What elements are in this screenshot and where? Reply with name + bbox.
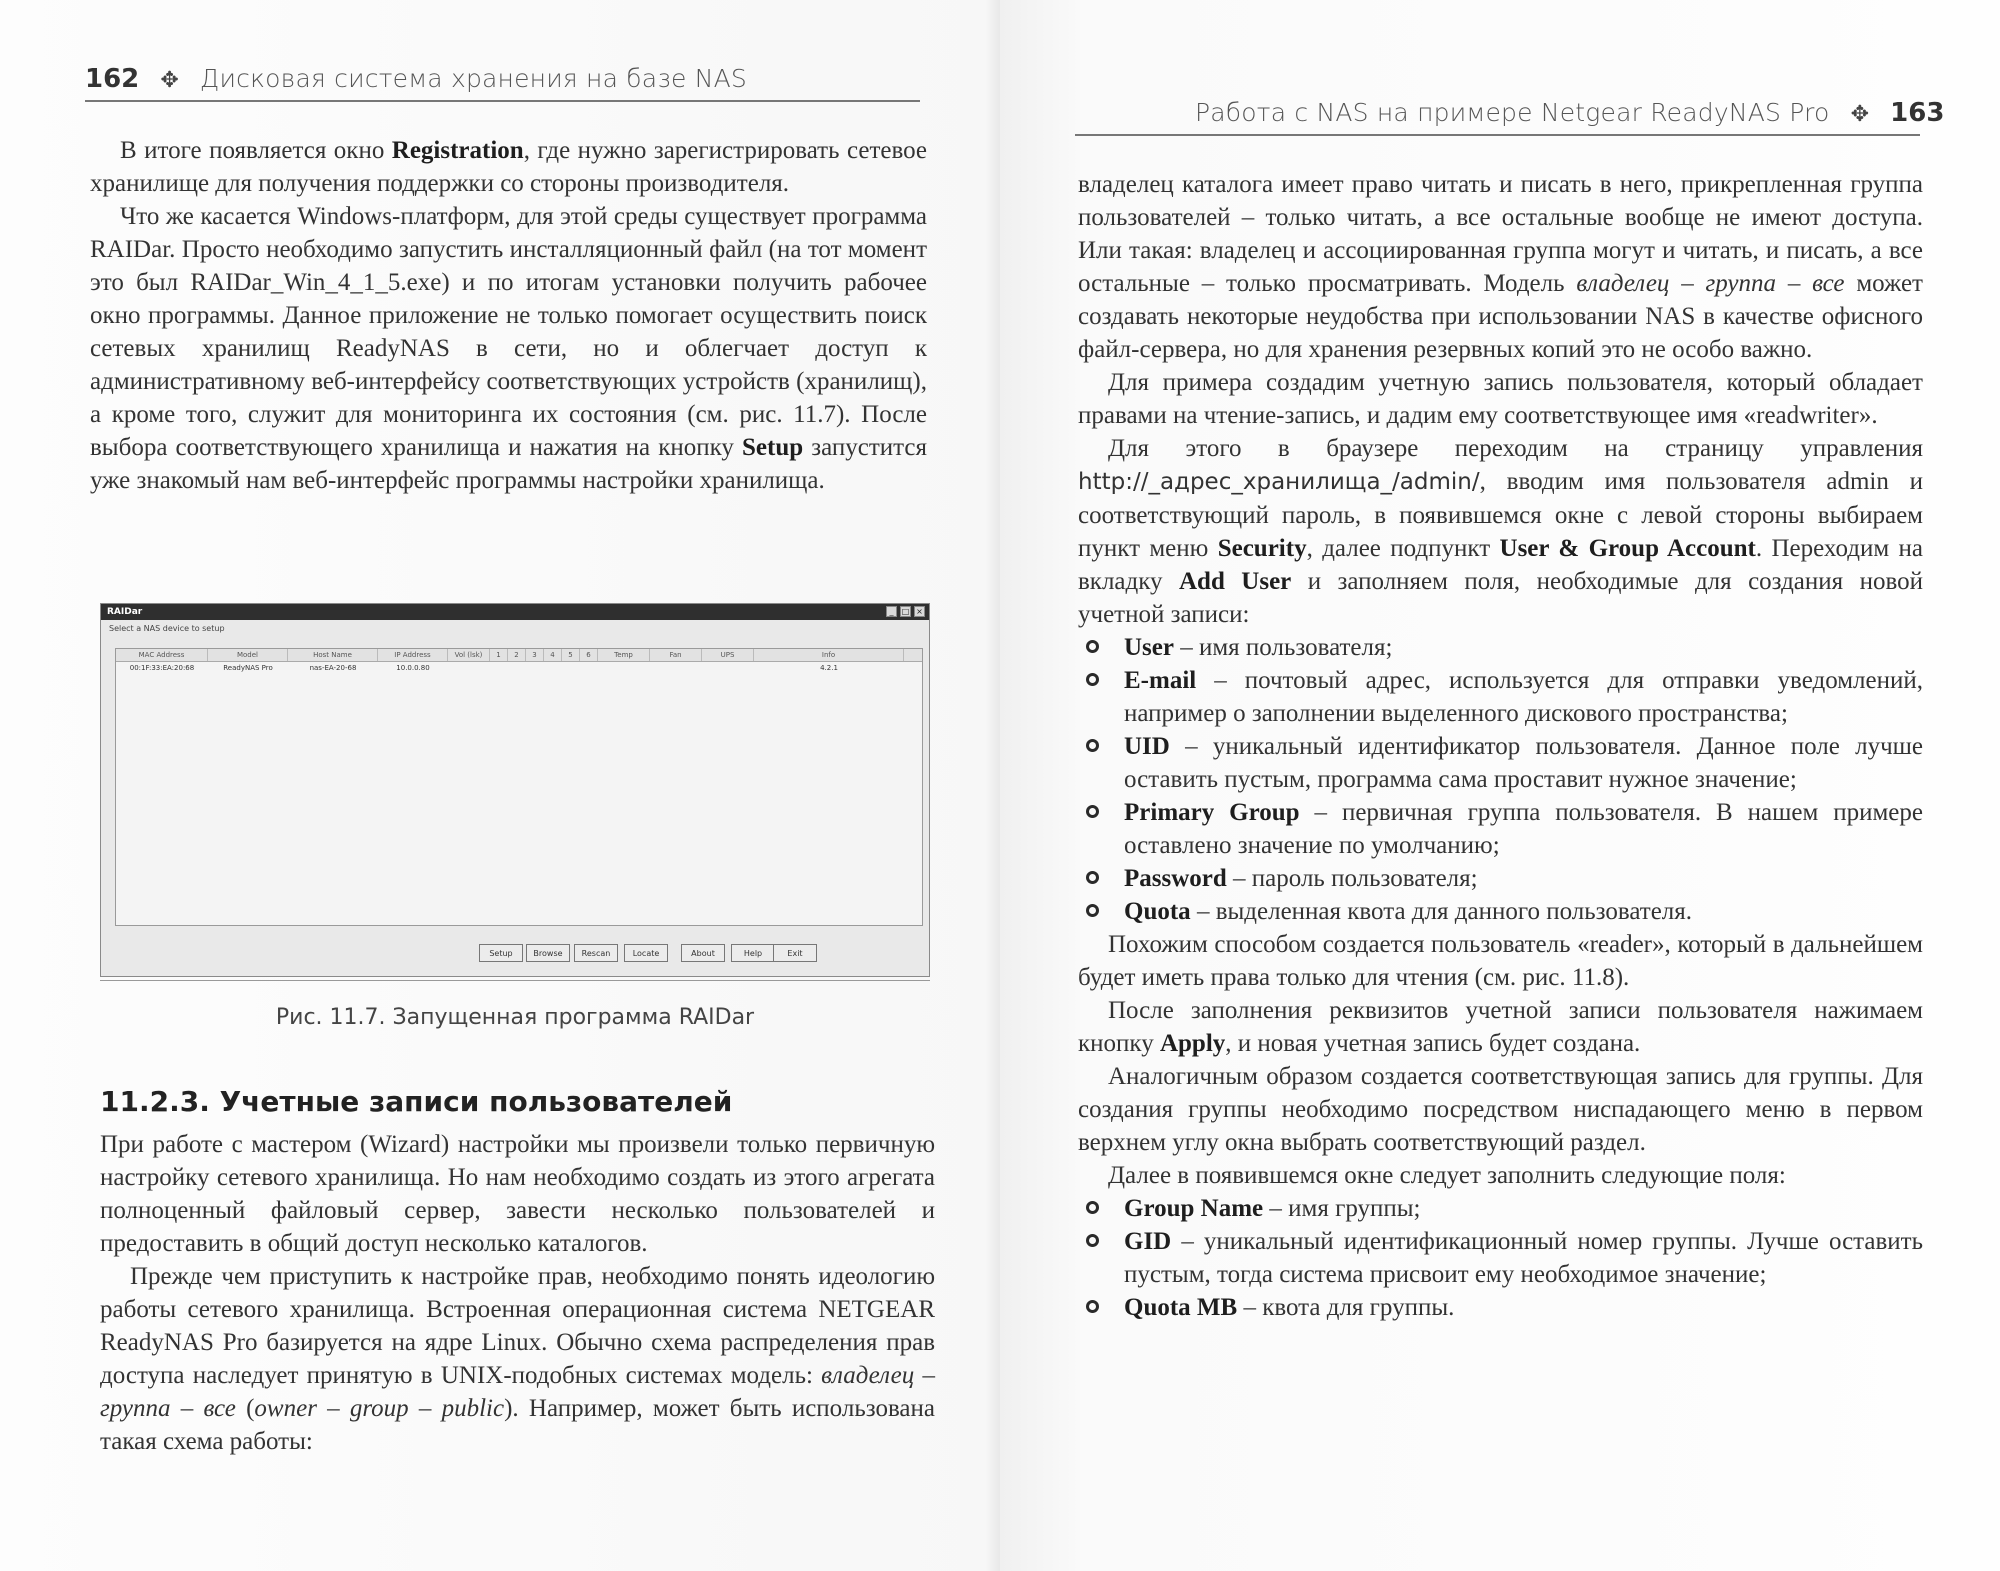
grid-cell xyxy=(702,662,754,674)
exit-button[interactable]: Exit xyxy=(773,944,817,962)
list-item: Primary Group – первичная группа пользователя. В нашем примере оставлено значение по умолчанию; xyxy=(1078,796,1923,862)
paragraph: Похожим способом создается пользователь «reader», который в дальнейшем будет иметь права только для чтения (см. рис. 11.8). xyxy=(1078,931,1923,991)
grid-column-header[interactable]: Model xyxy=(208,649,288,661)
grid-column-header[interactable]: Temp xyxy=(598,649,650,661)
right-running-title: Работа с NAS на примере Netgear ReadyNAS Pro xyxy=(1195,98,1830,127)
paragraph: владелец каталога имеет право читать и писать в него, прикрепленная группа пользователей – только читать, а все остальные вообще не имеют доступа. Или такая: владелец и ассоциированная группа могут и читать, и писать, а все остальные – только просматривать. Модель владелец – группа – все может создавать некоторые неудобства при использовании NAS в качестве офисного файл-сервера, но для хранения резервных копий это не особо важно. xyxy=(1078,171,1923,363)
left-running-head xyxy=(85,64,747,94)
grid-cell: 10.0.0.80 xyxy=(396,664,430,672)
paragraph: Аналогичным образом создается соответствующая запись для группы. Для создания группы необходимо посредством ниспадающего меню в первом верхнем углу окна выбрать соответствующий раздел. xyxy=(1078,1063,1923,1156)
grid-column-header[interactable]: MAC Address xyxy=(116,649,208,661)
grid-cell xyxy=(508,662,526,674)
grid-column-header[interactable]: Info xyxy=(754,649,904,661)
locate-button[interactable]: Locate xyxy=(624,944,668,962)
left-head-rule xyxy=(85,100,920,102)
raidar-screenshot xyxy=(100,603,930,977)
table-row xyxy=(116,662,922,674)
grid-cell xyxy=(580,662,598,674)
paragraph: Для этого в браузере переходим на страницу управления http://_адрес_хранилища_/admin/, вводим имя пользователя admin и соответствующий пароль, в появившемся окне с левой стороны выбираем пункт меню Security, далее подпункт User & Group Account. Переходим на вкладку Add User и заполняем поля, необходимые для создания новой учетной записи: xyxy=(1078,435,1923,628)
paragraph: После заполнения реквизитов учетной записи пользователя нажимаем кнопку Apply, и новая учетная запись будет создана. xyxy=(1078,997,1923,1057)
grid-column-header[interactable]: 1 xyxy=(490,649,508,661)
right-page-number: 163 xyxy=(1890,98,1945,128)
paragraph: При работе с мастером (Wizard) настройки мы произвели только первичную настройку сетевого хранилища. Но нам необходимо создать из этого агрегата полноценный файловый сервер, завести несколько пользователей и предоставить в общий доступ несколько каталогов. xyxy=(100,1131,935,1257)
grid-cell xyxy=(448,662,490,674)
paragraph: В итоге появляется окно Registration, где нужно зарегистрировать сетевое хранилище для получения поддержки со стороны производителя. xyxy=(90,137,927,197)
grid-cell: nas-EA-20-68 xyxy=(309,664,357,672)
grid-column-header[interactable]: 5 xyxy=(562,649,580,661)
list-item: UID – уникальный идентификатор пользователя. Данное поле лучше оставить пустым, программа сама проставит нужное значение; xyxy=(1078,730,1923,796)
grid-column-header[interactable]: UPS xyxy=(702,649,754,661)
left-body-bottom xyxy=(100,1128,935,1458)
figure-rule xyxy=(100,980,930,981)
right-head-rule xyxy=(1075,134,1920,136)
grid-cell: ReadyNAS Pro xyxy=(223,664,273,672)
grid-column-header[interactable]: 4 xyxy=(544,649,562,661)
maximize-icon: □ xyxy=(901,607,910,616)
raidar-titlebar: RAIDar _ □ × xyxy=(101,604,929,620)
left-ornament-icon: ✥ xyxy=(160,68,179,93)
grid-cell xyxy=(562,662,580,674)
group-fields-list xyxy=(1078,1192,1923,1324)
grid-cell xyxy=(650,662,702,674)
figure-caption: Рис. 11.7. Запущенная программа RAIDar xyxy=(275,1005,755,1030)
about-button[interactable]: About xyxy=(681,944,725,962)
grid-header xyxy=(116,649,922,662)
paragraph: Для примера создадим учетную запись пользователя, который обладает правами на чтение-запись, и дадим ему соответствующее имя «readwriter». xyxy=(1078,369,1923,429)
close-icon: × xyxy=(914,606,925,617)
right-body xyxy=(1078,168,1923,1324)
right-ornament-icon: ✥ xyxy=(1850,102,1870,127)
list-item: Group Name – имя группы; xyxy=(1078,1192,1923,1225)
paragraph: Прежде чем приступить к настройке прав, необходимо понять идеологию работы сетевого хранилища. Встроенная операционная система NETGEAR ReadyNAS Pro базируется на ядре Linux. Обычно схема распределения прав доступа наследует принятую в UNIX-подобных системах модель: владелец – группа – все (owner – group – public). Например, может быть использована такая схема работы: xyxy=(100,1263,936,1455)
list-item: Quota – выделенная квота для данного пользователя. xyxy=(1078,895,1923,928)
grid-column-header[interactable]: Host Name xyxy=(288,649,378,661)
help-button[interactable]: Help xyxy=(731,944,775,962)
grid-column-header[interactable]: Vol (lsk) xyxy=(448,649,490,661)
list-item: E-mail – почтовый адрес, используется для отправки уведомлений, например о заполнении выделенного дискового пространства; xyxy=(1078,664,1923,730)
right-page xyxy=(1000,0,2000,1571)
grid-cell: 4.2.1 xyxy=(820,664,838,672)
browse-button[interactable]: Browse xyxy=(526,944,570,962)
grid-column-header[interactable]: 3 xyxy=(526,649,544,661)
section-heading: 11.2.3. Учетные записи пользователей xyxy=(100,1085,733,1118)
setup-button[interactable]: Setup xyxy=(479,944,523,962)
list-item: GID – уникальный идентификационный номер группы. Лучше оставить пустым, тогда система присвоит ему необходимое значение; xyxy=(1078,1225,1923,1291)
right-running-head xyxy=(1195,98,1944,128)
raidar-button-bar xyxy=(101,944,929,964)
raidar-device-grid xyxy=(115,648,923,926)
grid-column-header[interactable]: 6 xyxy=(580,649,598,661)
paragraph: Далее в появившемся окне следует заполнить следующие поля: xyxy=(1108,1162,1786,1189)
grid-cell: 00:1F:33:EA:20:68 xyxy=(129,664,195,672)
grid-column-header[interactable]: IP Address xyxy=(378,649,448,661)
grid-column-header[interactable]: 2 xyxy=(508,649,526,661)
user-fields-list xyxy=(1078,631,1923,928)
grid-column-header[interactable]: Fan xyxy=(650,649,702,661)
left-body-top xyxy=(90,134,927,497)
grid-cell xyxy=(544,662,562,674)
rescan-button[interactable]: Rescan xyxy=(574,944,618,962)
grid-cell xyxy=(526,662,544,674)
grid-cell xyxy=(598,662,650,674)
paragraph: Что же касается Windows-платформ, для этой среды существует программа RAIDar. Просто необходимо запустить инсталляционный файл (на тот момент это был RAIDar_Win_4_1_5.exe) и по итогам установки получить рабочее окно программы. Данное приложение не только помогает осуществить поиск сетевых хранилищ ReadyNAS в сети, но и облегчает доступ к административному веб-интерфейсу соответствующих устройств (хранилищ), а кроме того, служит для мониторинга их состояния (см. рис. 11.7). После выбора соответствующего хранилища и нажатия на кнопку Setup запустится уже знакомый нам веб-интерфейс программы настройки хранилища. xyxy=(90,203,928,494)
list-item: Quota MB – квота для группы. xyxy=(1078,1291,1923,1324)
list-item: User – имя пользователя; xyxy=(1078,631,1923,664)
left-page-number: 162 xyxy=(85,64,140,94)
left-running-title: Дисковая система хранения на базе NAS xyxy=(199,64,747,93)
grid-cell xyxy=(490,662,508,674)
list-item: Password – пароль пользователя; xyxy=(1078,862,1923,895)
admin-url: http://_адрес_хранилища_/admin/ xyxy=(1078,469,1480,495)
minimize-icon: _ xyxy=(886,606,897,617)
raidar-subtitle: Select a NAS device to setup xyxy=(109,624,225,633)
